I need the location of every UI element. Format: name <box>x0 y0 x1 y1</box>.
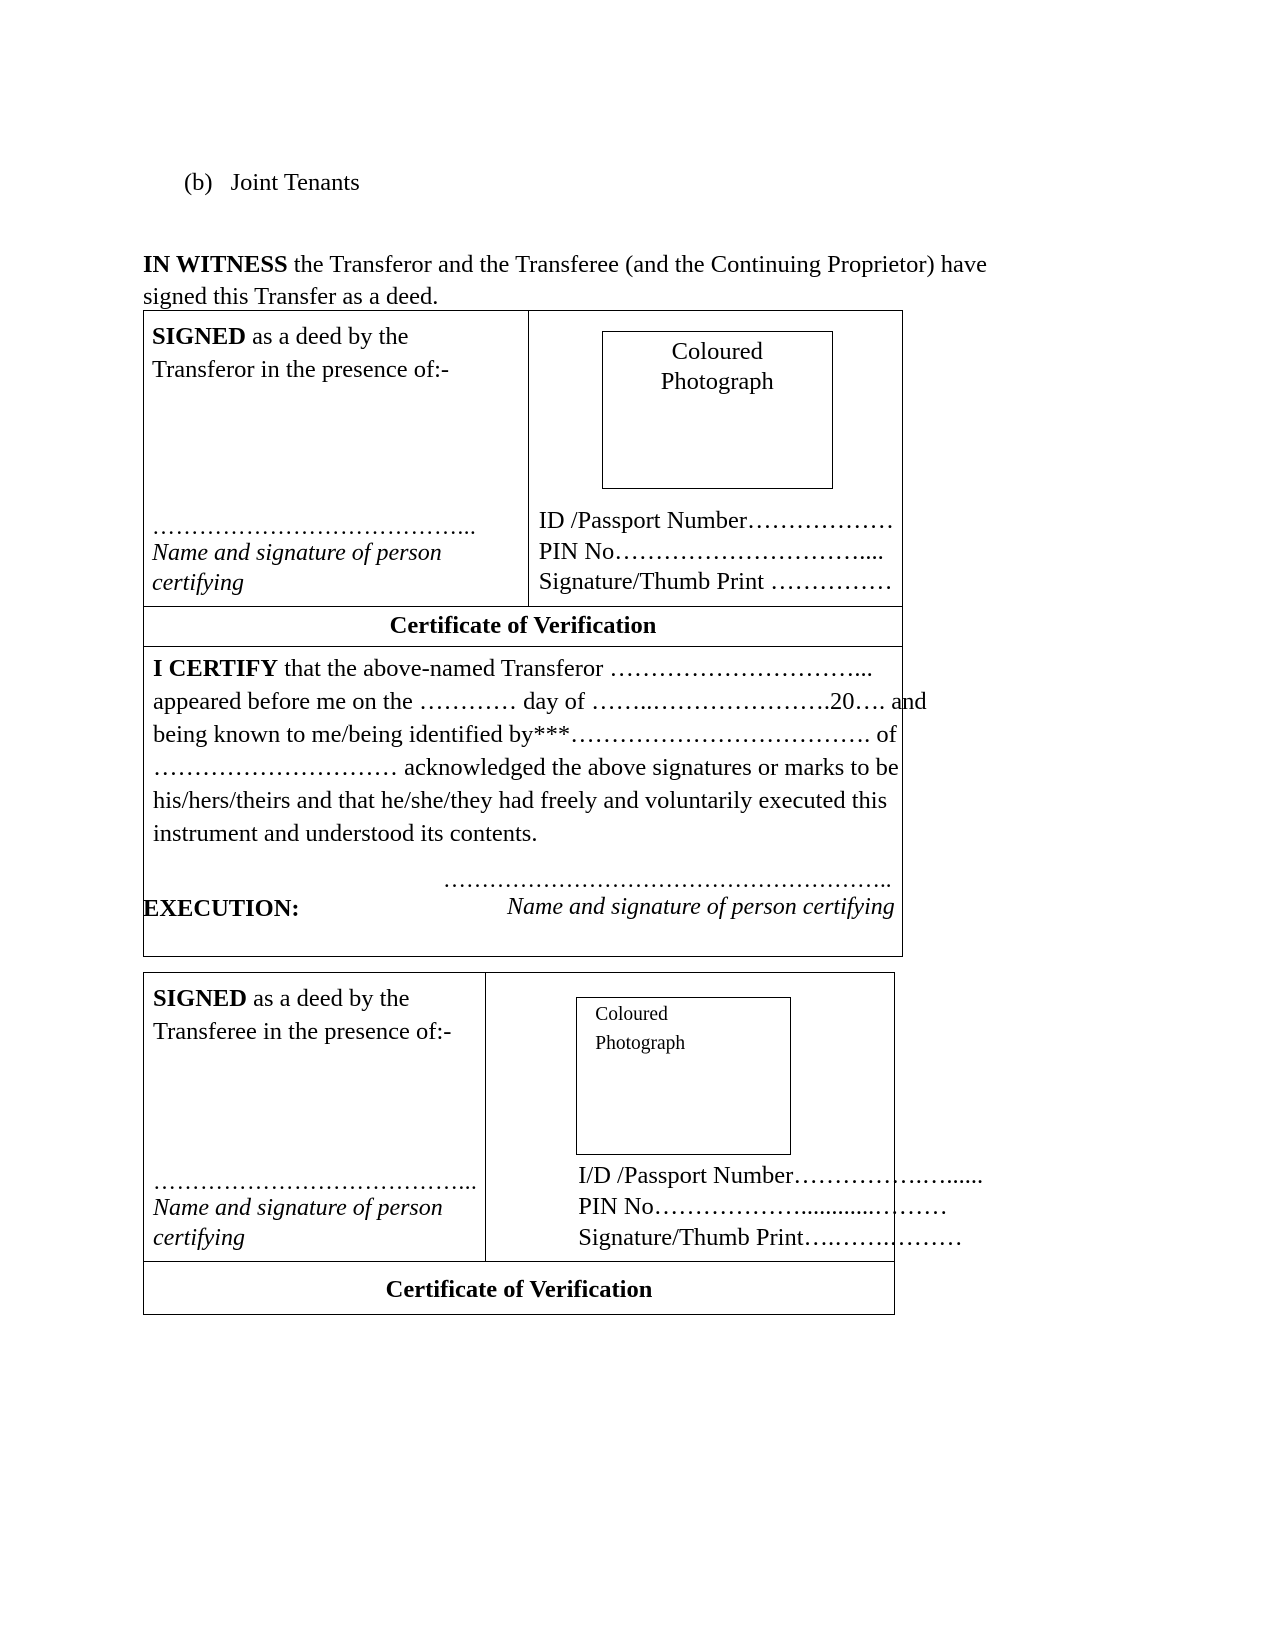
in-witness-lead: IN WITNESS <box>143 250 288 278</box>
certify-line-6: instrument and understood its contents. <box>153 819 538 847</box>
transferee-identity-cell <box>486 973 983 1261</box>
certify-lead: I CERTIFY <box>153 655 279 682</box>
list-item-joint-tenants <box>184 168 360 199</box>
caption-line-2: certifying <box>152 569 244 596</box>
transferor-name-caption <box>152 539 520 598</box>
transferee-id-passport-field[interactable]: I/D /Passport Number…………….…...... <box>578 1161 984 1189</box>
signed-lead: SIGNED <box>152 323 246 350</box>
transferor-id-fields <box>539 506 894 598</box>
transferor-certificate-header: Certificate of Verification <box>144 606 902 647</box>
list-item-label: Joint Tenants <box>230 169 360 196</box>
transferee-name-caption <box>153 1194 477 1253</box>
certify-line-1-rest: that the above-named Transferor …………………………... <box>278 655 873 682</box>
transferor-identity-cell <box>529 311 902 606</box>
transferor-photo-placeholder[interactable] <box>602 331 833 489</box>
list-item-marker: (b) <box>184 169 213 196</box>
transferee-signature-row <box>144 973 984 1261</box>
in-witness-body: the Transferor and the Transferee (and the Continuing Proprietor) have signed this Transfer as a deed. <box>143 250 988 311</box>
execution-heading: EXECUTION: <box>143 895 300 922</box>
transferor-signature-cell <box>144 311 529 606</box>
transferee-pin-field[interactable]: PIN No………………............……… <box>578 1192 948 1220</box>
signed-line2: Transferee in the presence of:- <box>153 1017 452 1045</box>
transferee-name-dotted-line[interactable]: …………………………………... <box>153 1169 478 1195</box>
transferor-identity-space <box>539 489 894 506</box>
transferee-photo-placeholder[interactable] <box>576 997 791 1155</box>
transferor-id-passport-field[interactable]: ID /Passport Number……………… <box>538 507 894 535</box>
certify-line-5: his/hers/theirs and that he/she/they had freely and voluntarily executed this <box>153 786 888 814</box>
signed-rest: as a deed by the <box>246 985 410 1012</box>
transferee-signed-heading <box>153 983 477 1048</box>
signed-rest: as a deed by the <box>245 323 409 350</box>
certify-line-1 <box>153 653 902 686</box>
photo-label-line-1: Coloured <box>595 1004 668 1025</box>
photo-label-line-2: Photograph <box>595 1033 686 1055</box>
transferor-signature-row <box>144 311 902 606</box>
transferor-signature-space[interactable] <box>152 386 520 514</box>
in-witness-paragraph <box>143 249 1043 314</box>
photo-label-line-1: Coloured <box>671 338 763 365</box>
certify-line-2: appeared before me on the ………… day of ……..………………….20…. and <box>153 687 927 715</box>
certify-signature-dots[interactable]: ………………………………………………….. <box>443 866 892 892</box>
transferee-certificate-header: Certificate of Verification <box>144 1261 894 1314</box>
certify-signature-caption: Name and signature of person certifying <box>507 893 895 920</box>
transferor-pin-field[interactable]: PIN No………………………….... <box>538 537 884 565</box>
transferor-signed-heading <box>152 321 520 386</box>
transferee-signature-space[interactable] <box>153 1048 477 1169</box>
signed-lead: SIGNED <box>153 985 247 1012</box>
transferor-signature-thumb-field[interactable]: Signature/Thumb Print …………… <box>538 568 893 596</box>
transferee-signature-thumb-field[interactable]: Signature/Thumb Print….…….……… <box>578 1223 963 1251</box>
photo-label-line-2: Photograph <box>660 367 774 395</box>
caption-line-1: Name and signature of person <box>153 1195 443 1222</box>
certify-line-4: ………………………… acknowledged the above signatures or marks to be <box>153 753 899 781</box>
signed-line2: Transferor in the presence of:- <box>152 355 450 383</box>
transferee-execution-table <box>143 972 984 1315</box>
caption-line-2: certifying <box>153 1224 245 1251</box>
transferee-signature-cell <box>144 973 486 1261</box>
transferee-id-fields <box>496 1160 983 1253</box>
transferor-execution-table <box>143 310 927 957</box>
transferor-name-dotted-line[interactable]: …………………………………... <box>152 514 477 540</box>
certify-bottom-space <box>153 920 902 946</box>
certify-line-3: being known to me/being identified by***………………………………. of <box>153 720 897 748</box>
caption-line-1: Name and signature of person <box>152 540 442 567</box>
